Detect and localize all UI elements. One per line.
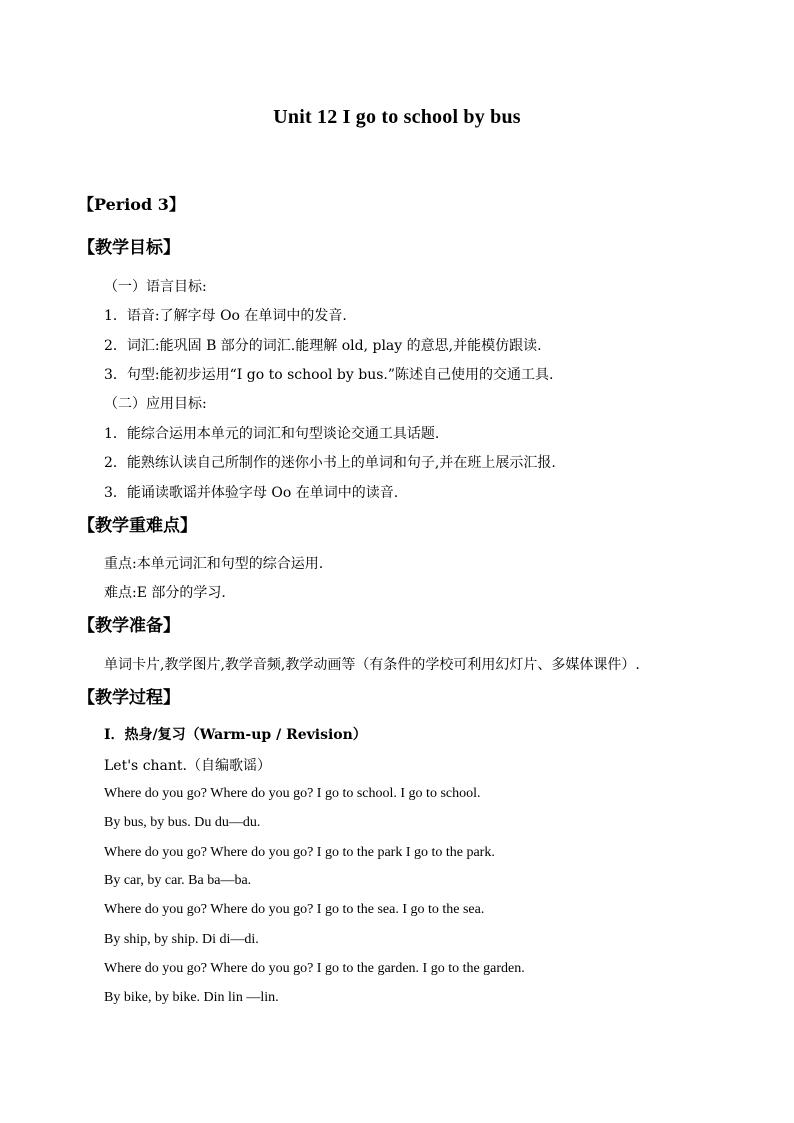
- difficulty-text: 难点:E 部分的学习.: [104, 585, 226, 601]
- chant-line: By bike, by bike. Din lin —lin.: [104, 990, 279, 1005]
- language-goals-subheading: （一）语言目标:: [104, 279, 207, 295]
- chant-line: Where do you go? Where do you go? I go to the garden. I go to the garden.: [104, 961, 525, 976]
- application-goal-item: 2．能熟练认读自己所制作的迷你小书上的单词和句子,并在班上展示汇报.: [104, 455, 556, 471]
- chant-intro: Let's chant.（自编歌谣）: [104, 758, 271, 774]
- chant-line: Where do you go? Where do you go? I go to the park I go to the park.: [104, 845, 495, 860]
- application-goal-item: 1．能综合运用本单元的词汇和句型谈论交通工具话题.: [104, 426, 440, 442]
- chant-line: By ship, by ship. Di di—di.: [104, 932, 259, 947]
- language-goal-item: 1．语音:了解字母 Oo 在单词中的发音.: [104, 308, 347, 324]
- chant-line: Where do you go? Where do you go? I go to the sea. I go to the sea.: [104, 902, 485, 917]
- chant-line: By bus, by bus. Du du—du.: [104, 815, 261, 830]
- chant-line: Where do you go? Where do you go? I go to school. I go to school.: [104, 786, 481, 801]
- application-goals-subheading: （二）应用目标:: [104, 396, 207, 412]
- page-title: Unit 12 I go to school by bus: [273, 106, 521, 128]
- key-points-heading: 【教学重难点】: [78, 516, 197, 536]
- preparation-text: 单词卡片,教学图片,教学音频,教学动画等（有条件的学校可利用幻灯片、多媒体课件）.: [104, 657, 640, 673]
- period-heading: 【Period 3】: [78, 195, 185, 214]
- language-goal-item: 2．词汇:能巩固 B 部分的词汇.能理解 old, play 的意思,并能模仿跟读.: [104, 338, 542, 354]
- goals-heading: 【教学目标】: [78, 238, 180, 258]
- language-goal-item: 3．句型:能初步运用“I go to school by bus.”陈述自己使用的交通工具.: [104, 367, 554, 383]
- focus-text: 重点:本单元词汇和句型的综合运用.: [104, 556, 324, 572]
- preparation-heading: 【教学准备】: [78, 616, 180, 636]
- process-heading: 【教学过程】: [78, 688, 180, 708]
- warmup-step-title: I．热身/复习（Warm-up / Revision）: [104, 727, 367, 743]
- application-goal-item: 3．能诵读歌谣并体验字母 Oo 在单词中的读音.: [104, 485, 399, 501]
- chant-line: By car, by car. Ba ba—ba.: [104, 873, 252, 888]
